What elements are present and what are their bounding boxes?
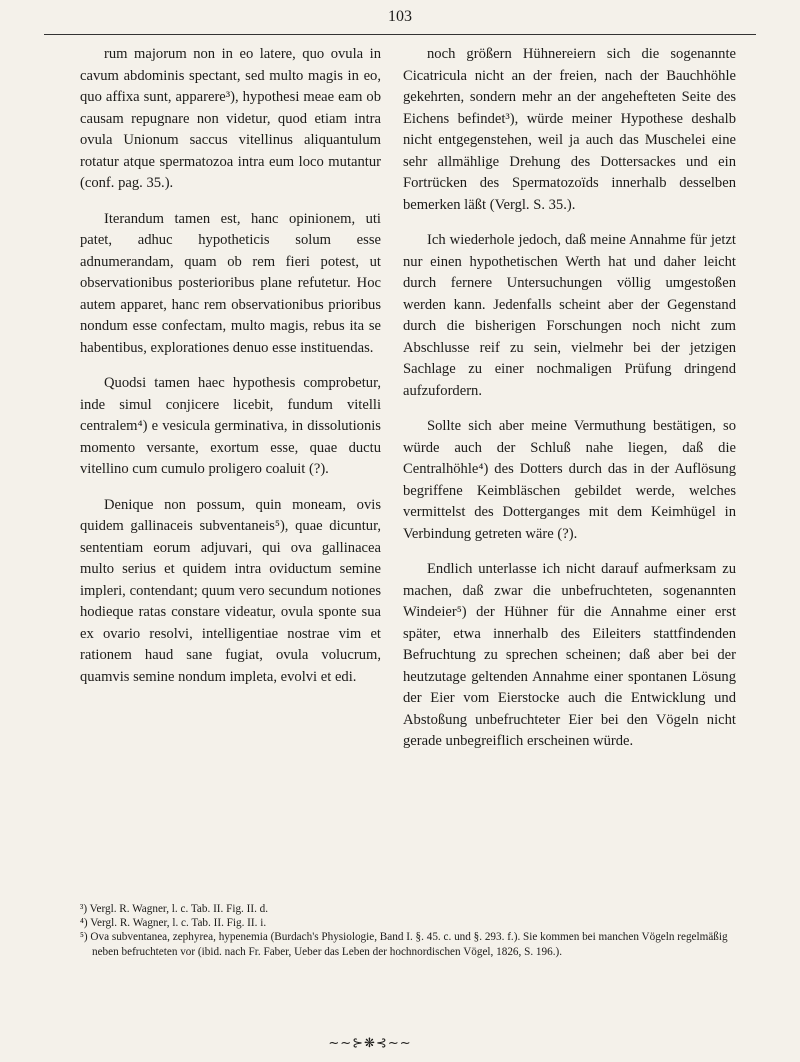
latin-paragraph-2: Iterandum tamen est, hanc opinionem, uti patet, adhuc hypotheticis solum esse adnumerandam, quam ob rem fieri potest, ut observationibus posterioribus plane refutetur. Hoc autem apparet, hanc rem observationibus prioribus nondum esse confectam, multo magis, rebus ita se habentibus, explorationes denuo esse instituendas. [80, 210, 381, 356]
latin-column [80, 44, 381, 702]
ornament-divider: ~~⊱❋⊰~~ [328, 1036, 412, 1051]
page-number: 103 [388, 8, 412, 25]
latin-paragraph-4: Denique non possum, quin moneam, ovis quidem gallinaceis subventaneis⁵), quae dicuntur, sententiam eorum adjuvari, qui ova gallinacea multo serius et quidem intra oviductum semine impleri, contendant; quum vero secundum notiones hodieque ratas constare videatur, ovula sponte sua ex ovario resolvi, intelligentiae nostrae vim et rationem haud sane fugiat, ovula volucrum, quamvis semine nondum impleta, evolvi et edi. [80, 496, 381, 685]
footnote-5: ⁵) Ova subventanea, zephyrea, hypenemia (Burdach's Physiologie, Band I. §. 45. c. und §. 293. f.). Sie kommen bei manchen Vögeln regelmäßig neben befruchteten vor (ibid. nach Fr. Faber, Ueber das Leben der hochnordischen Vögel, 1826, S. 196.). [80, 931, 728, 958]
german-paragraph-2: Ich wiederhole jedoch, daß meine Annahme für jetzt nur einen hypothetischen Werth hat und daher leicht durch fernere Untersuchungen völlig umgestoßen werden kann. Jedenfalls scheint aber der Gegenstand durch die bisherigen Forschungen noch nicht zum Abschlusse reif zu sein, vielmehr bei der jetzigen Sachlage zu einer nochmaligen Prüfung dringend aufzufordern. [403, 232, 736, 399]
german-paragraph-3: Sollte sich aber meine Vermuthung bestätigen, so würde auch der Schluß nahe liegen, daß die Centralhöhle⁴) des Dotters durch das in der Auflösung begriffene Keimbläschen gebildet werde, welches vermittelst des Dotterganges mit dem Keimhügel in Verbindung getreten wäre (?). [403, 418, 736, 542]
german-column [403, 44, 736, 767]
footnote-3: ³) Vergl. R. Wagner, l. c. Tab. II. Fig. II. d. [80, 903, 269, 915]
footnotes [80, 902, 740, 959]
header-rule [44, 34, 756, 35]
footnote-4: ⁴) Vergl. R. Wagner, l. c. Tab. II. Fig. II. i. [80, 917, 267, 930]
latin-paragraph-3: Quodsi tamen haec hypothesis comprobetur, inde simul conjicere licebit, fundum vitelli centralem⁴) e vesicula germinativa, in dissolutionis momento versante, exortum esse, quae ductu vitellino cum cumulo proligero coaluit (?). [80, 375, 381, 477]
german-paragraph-4: Endlich unterlasse ich nicht darauf aufmerksam zu machen, daß zwar die unbefruchteten, sogenannten Windeier⁵) der Hühner für die Annahme einer erst später, etwa innerhalb des Eileiters stattfindenden Befruchtung zu sprechen scheinen; daß aber bei der heutzutage geltenden Annahme einer spontanen Lösung der Eier vom Eierstocke auch die Entwicklung und Abstoßung unbefruchteter Eier bei den Vögeln nicht gerade unbegreiflich erscheinen würde. [403, 561, 736, 749]
latin-paragraph-1: rum majorum non in eo latere, quo ovula in cavum abdominis spectant, sed multo magis in eo, quo affixa sunt, apparere³), hypothesi meae eam ob causam repugnare non videtur, quod etiam intra ovula Unionum saccus vitellinus aliquantulum rotatur atque spermatozoa intra eum loco mutantur (conf. pag. 35.). [80, 46, 381, 191]
german-paragraph-1: noch größern Hühnereiern sich die sogenannte Cicatricula nicht an der freien, nach der Bauchhöhle gekehrten, sondern mehr an der angehefteten Seite des Eichens befindet³), würde meiner Hypothese deshalb nicht entgegenstehen, weil ja auch das Muschelei eine sehr allmählige Drehung des Dottersackes und ein Fortrücken des Spermatozoïds innerhalb desselben bemerken läßt (Vergl. S. 35.). [403, 46, 736, 213]
